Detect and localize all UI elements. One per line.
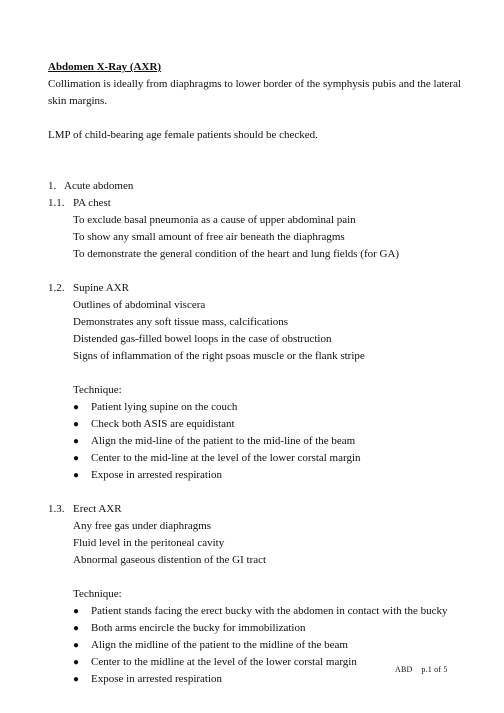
list-item: Abnormal gaseous distention of the GI tract (73, 554, 267, 566)
section-number: 1. (48, 180, 57, 192)
page-number: p.1 of 5 (421, 665, 448, 674)
bullet-icon: ● (73, 419, 80, 430)
bullet-text: Check both ASIS are equidistant (91, 418, 235, 430)
bullet-text: Patient stands facing the erect bucky with the abdomen in contact with the bucky (91, 605, 448, 617)
intro-paragraph: Collimation is ideally from diaphragms to lower border of the symphysis pubis and the lateral skin margins. (48, 78, 462, 107)
bullet-text: Align the midline of the patient to the midline of the beam (91, 639, 348, 651)
subsection-number: 1.2. (48, 282, 65, 294)
list-item: Any free gas under diaphragms (73, 520, 212, 532)
bullet-item (48, 620, 468, 637)
bullet-icon: ● (73, 402, 80, 413)
lmp-note: LMP of child-bearing age female patients should be checked. (48, 129, 318, 141)
bullet-icon: ● (73, 470, 80, 481)
bullet-icon: ● (73, 657, 80, 668)
subsection-label: PA chest (73, 197, 111, 209)
page-footer (395, 661, 448, 678)
bullet-item (48, 603, 468, 620)
footer-code: ABD (395, 665, 413, 674)
bullet-item (48, 416, 468, 433)
bullet-item (48, 399, 468, 416)
bullet-icon: ● (73, 640, 80, 651)
technique-label: Technique: (73, 588, 122, 600)
list-item: To show any small amount of free air beneath the diaphragms (73, 231, 345, 243)
bullet-icon: ● (73, 674, 80, 685)
list-item: Fluid level in the peritoneal cavity (73, 537, 225, 549)
bullet-text: Align the mid-line of the patient to the mid-line of the beam (91, 435, 356, 447)
list-item: To demonstrate the general condition of the heart and lung fields (for GA) (73, 248, 400, 260)
subsection-number: 1.1. (48, 197, 65, 209)
bullet-icon: ● (73, 436, 80, 447)
bullet-item (48, 450, 468, 467)
list-item: Outlines of abdominal viscera (73, 299, 206, 311)
document-page (48, 59, 468, 688)
subsection-heading (48, 501, 468, 518)
section-heading (48, 178, 468, 195)
section-label: Acute abdomen (64, 180, 134, 192)
bullet-text: Both arms encircle the bucky for immobilization (91, 622, 306, 634)
subsection-number: 1.3. (48, 503, 65, 515)
bullet-text: Patient lying supine on the couch (91, 401, 238, 413)
subsection-heading (48, 195, 468, 212)
technique-label: Technique: (73, 384, 122, 396)
subsection-label: Erect AXR (73, 503, 122, 515)
document-title: Abdomen X-Ray (AXR) (48, 61, 162, 73)
list-item: Demonstrates any soft tissue mass, calcifications (73, 316, 289, 328)
list-item: To exclude basal pneumonia as a cause of upper abdominal pain (73, 214, 356, 226)
bullet-text: Center to the midline at the level of the lower corstal margin (91, 656, 357, 668)
list-item: Signs of inflammation of the right psoas muscle or the flank stripe (73, 350, 365, 362)
bullet-icon: ● (73, 453, 80, 464)
subsection-heading (48, 280, 468, 297)
bullet-text: Expose in arrested respiration (91, 673, 223, 685)
list-item: Distended gas-filled bowel loops in the case of obstruction (73, 333, 332, 345)
bullet-text: Center to the mid-line at the level of the lower corstal margin (91, 452, 361, 464)
bullet-item (48, 637, 468, 654)
bullet-item (48, 467, 468, 484)
bullet-icon: ● (73, 606, 80, 617)
bullet-item (48, 433, 468, 450)
bullet-text: Expose in arrested respiration (91, 469, 223, 481)
subsection-label: Supine AXR (73, 282, 129, 294)
bullet-icon: ● (73, 623, 80, 634)
